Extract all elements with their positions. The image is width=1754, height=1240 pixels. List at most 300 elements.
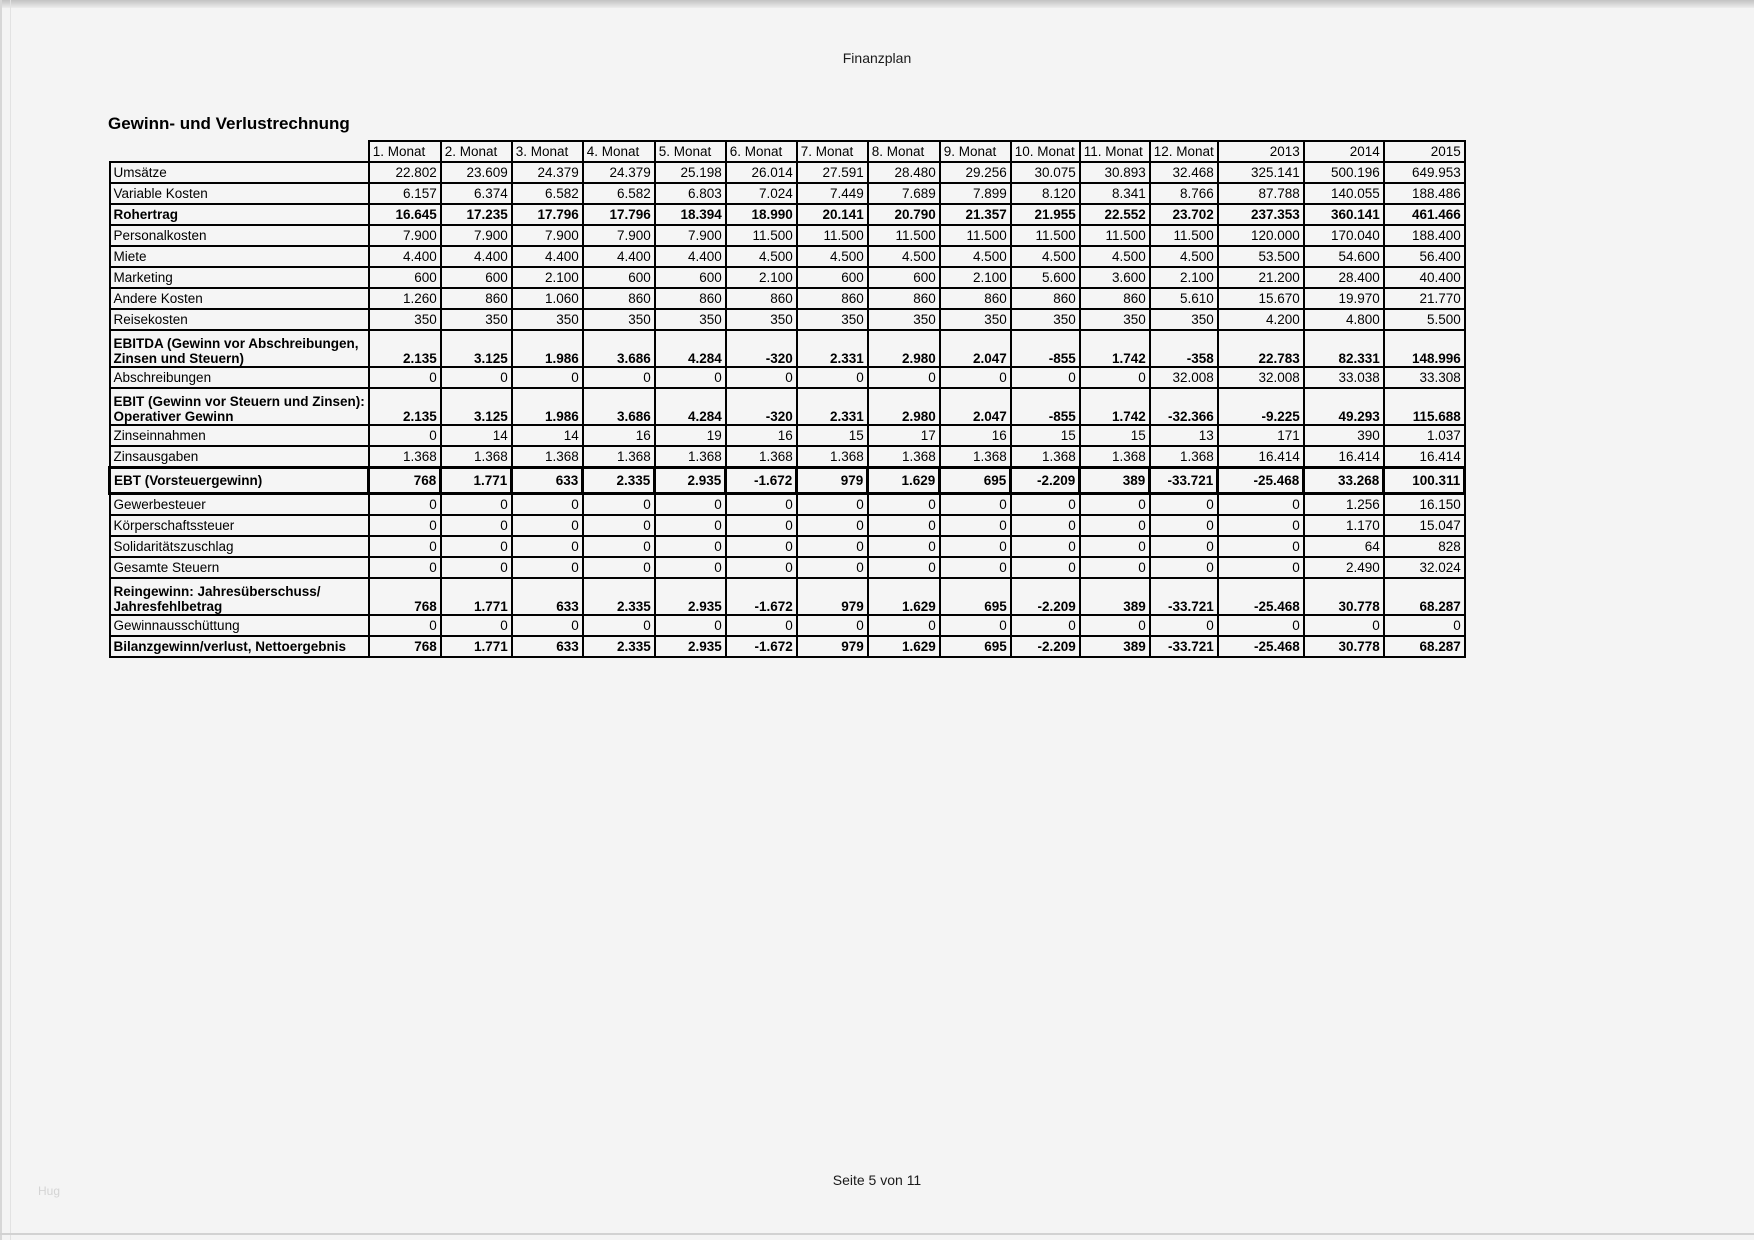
value-cell: 1.368: [369, 446, 441, 468]
value-cell: 2.100: [512, 267, 583, 288]
value-cell: 15: [797, 425, 868, 446]
value-cell: 29.256: [940, 162, 1011, 183]
value-cell: 0: [1011, 557, 1080, 578]
value-cell: 1.629: [868, 636, 940, 657]
row-label: Solidaritätszuschlag: [110, 536, 369, 557]
value-cell: 17: [868, 425, 940, 446]
value-cell: -855: [1011, 388, 1080, 425]
value-cell: 82.331: [1304, 330, 1384, 367]
value-cell: 7.900: [655, 225, 726, 246]
value-cell: 768: [369, 468, 441, 494]
value-cell: 860: [797, 288, 868, 309]
row-label: [110, 330, 369, 367]
value-cell: -855: [1011, 330, 1080, 367]
row-label-line2: Operativer Gewinn: [113, 408, 234, 424]
value-cell: 14: [441, 425, 512, 446]
value-cell: 1.368: [868, 446, 940, 468]
value-cell: 0: [512, 367, 583, 388]
value-cell: 21.770: [1384, 288, 1465, 309]
value-cell: 0: [797, 536, 868, 557]
column-header: 8. Monat: [868, 141, 940, 162]
value-cell: 860: [583, 288, 655, 309]
value-cell: 0: [369, 494, 441, 516]
value-cell: 0: [797, 367, 868, 388]
value-cell: 2.135: [369, 388, 441, 425]
row-label: Personalkosten: [110, 225, 369, 246]
value-cell: 6.582: [512, 183, 583, 204]
value-cell: 350: [726, 309, 797, 330]
corner-spacer: [110, 141, 369, 162]
value-cell: 16: [726, 425, 797, 446]
watermark: Hug: [38, 1184, 61, 1198]
table-row: [110, 615, 1465, 636]
value-cell: 23.609: [441, 162, 512, 183]
value-cell: 350: [1011, 309, 1080, 330]
value-cell: 30.075: [1011, 162, 1080, 183]
column-header: 2013: [1218, 141, 1304, 162]
column-header: 2015: [1384, 141, 1465, 162]
value-cell: 0: [583, 615, 655, 636]
value-cell: 7.900: [369, 225, 441, 246]
value-cell: 0: [940, 515, 1011, 536]
value-cell: 7.024: [726, 183, 797, 204]
value-cell: 0: [1150, 515, 1218, 536]
value-cell: 148.996: [1384, 330, 1465, 367]
value-cell: 0: [441, 615, 512, 636]
value-cell: 0: [726, 536, 797, 557]
value-cell: 860: [441, 288, 512, 309]
value-cell: 7.449: [797, 183, 868, 204]
table-row: [110, 225, 1465, 246]
value-cell: 1.742: [1080, 388, 1150, 425]
value-cell: 8.341: [1080, 183, 1150, 204]
value-cell: 7.900: [512, 225, 583, 246]
value-cell: 0: [1150, 557, 1218, 578]
value-cell: 350: [583, 309, 655, 330]
value-cell: 170.040: [1304, 225, 1384, 246]
value-cell: -2.209: [1011, 636, 1080, 657]
value-cell: -33.721: [1150, 636, 1218, 657]
value-cell: 0: [868, 557, 940, 578]
value-cell: 325.141: [1218, 162, 1304, 183]
value-cell: 21.200: [1218, 267, 1304, 288]
value-cell: 633: [512, 636, 583, 657]
value-cell: 4.500: [726, 246, 797, 267]
scan-edge-left-inner: [10, 0, 11, 1240]
value-cell: 2.100: [726, 267, 797, 288]
value-cell: 0: [1080, 615, 1150, 636]
value-cell: 4.400: [655, 246, 726, 267]
value-cell: 14: [512, 425, 583, 446]
value-cell: 100.311: [1384, 468, 1465, 494]
value-cell: 4.500: [1080, 246, 1150, 267]
value-cell: 11.500: [797, 225, 868, 246]
value-cell: 32.024: [1384, 557, 1465, 578]
value-cell: 2.935: [655, 578, 726, 615]
value-cell: 2.935: [655, 636, 726, 657]
value-cell: 0: [1150, 536, 1218, 557]
value-cell: 7.900: [583, 225, 655, 246]
value-cell: 6.374: [441, 183, 512, 204]
value-cell: 389: [1080, 636, 1150, 657]
value-cell: 0: [655, 515, 726, 536]
value-cell: 4.500: [1150, 246, 1218, 267]
value-cell: 11.500: [1011, 225, 1080, 246]
value-cell: 4.200: [1218, 309, 1304, 330]
value-cell: 768: [369, 578, 441, 615]
table-header-row: [110, 141, 1465, 162]
value-cell: 40.400: [1384, 267, 1465, 288]
value-cell: 0: [655, 367, 726, 388]
row-label: Zinsausgaben: [110, 446, 369, 468]
value-cell: 32.008: [1150, 367, 1218, 388]
value-cell: -320: [726, 388, 797, 425]
value-cell: 140.055: [1304, 183, 1384, 204]
column-header: 1. Monat: [369, 141, 441, 162]
value-cell: 0: [726, 494, 797, 516]
row-label: Gewerbesteuer: [110, 494, 369, 516]
row-label: Körperschaftssteuer: [110, 515, 369, 536]
value-cell: 1.986: [512, 388, 583, 425]
value-cell: 0: [1011, 515, 1080, 536]
value-cell: 828: [1384, 536, 1465, 557]
value-cell: 15: [1011, 425, 1080, 446]
row-label-line2: Zinsen und Steuern): [113, 350, 245, 366]
table-row: [110, 288, 1465, 309]
table-row: [110, 536, 1465, 557]
value-cell: 19.970: [1304, 288, 1384, 309]
value-cell: 0: [1218, 494, 1304, 516]
row-label: Abschreibungen: [110, 367, 369, 388]
value-cell: 600: [369, 267, 441, 288]
value-cell: 0: [583, 515, 655, 536]
table-row: [110, 468, 1465, 494]
value-cell: 350: [655, 309, 726, 330]
value-cell: 0: [655, 494, 726, 516]
value-cell: -32.366: [1150, 388, 1218, 425]
value-cell: 16.150: [1384, 494, 1465, 516]
value-cell: 8.120: [1011, 183, 1080, 204]
value-cell: 4.284: [655, 388, 726, 425]
value-cell: 0: [940, 367, 1011, 388]
value-cell: 171: [1218, 425, 1304, 446]
row-label: Andere Kosten: [110, 288, 369, 309]
row-label: Zinseinnahmen: [110, 425, 369, 446]
value-cell: 2.335: [583, 578, 655, 615]
value-cell: -2.209: [1011, 468, 1080, 494]
value-cell: 13: [1150, 425, 1218, 446]
value-cell: 188.486: [1384, 183, 1465, 204]
value-cell: 4.400: [441, 246, 512, 267]
value-cell: 1.368: [1080, 446, 1150, 468]
value-cell: 0: [868, 494, 940, 516]
value-cell: 350: [441, 309, 512, 330]
value-cell: 4.400: [512, 246, 583, 267]
value-cell: 6.157: [369, 183, 441, 204]
value-cell: -33.721: [1150, 578, 1218, 615]
value-cell: 1.368: [726, 446, 797, 468]
value-cell: 16.414: [1218, 446, 1304, 468]
value-cell: 0: [441, 367, 512, 388]
value-cell: 32.008: [1218, 367, 1304, 388]
value-cell: 49.293: [1304, 388, 1384, 425]
value-cell: 2.335: [583, 468, 655, 494]
scan-edge-bottom: [0, 1233, 1754, 1235]
value-cell: 7.900: [441, 225, 512, 246]
value-cell: 0: [1218, 615, 1304, 636]
value-cell: 3.125: [441, 388, 512, 425]
value-cell: 1.629: [868, 578, 940, 615]
value-cell: 389: [1080, 468, 1150, 494]
value-cell: 600: [868, 267, 940, 288]
row-label: Variable Kosten: [110, 183, 369, 204]
value-cell: 120.000: [1218, 225, 1304, 246]
value-cell: 0: [512, 557, 583, 578]
value-cell: -320: [726, 330, 797, 367]
value-cell: 1.368: [655, 446, 726, 468]
value-cell: 0: [1011, 615, 1080, 636]
document-header: Finanzplan: [842, 50, 912, 66]
value-cell: 600: [797, 267, 868, 288]
value-cell: 0: [512, 494, 583, 516]
value-cell: 2.935: [655, 468, 726, 494]
value-cell: 54.600: [1304, 246, 1384, 267]
table-row: [110, 636, 1465, 657]
value-cell: 0: [726, 515, 797, 536]
value-cell: 0: [1150, 494, 1218, 516]
value-cell: 0: [726, 557, 797, 578]
value-cell: 7.689: [868, 183, 940, 204]
value-cell: -33.721: [1150, 468, 1218, 494]
value-cell: 4.500: [868, 246, 940, 267]
value-cell: 0: [1150, 615, 1218, 636]
value-cell: -25.468: [1218, 636, 1304, 657]
value-cell: 0: [868, 536, 940, 557]
value-cell: 1.771: [441, 468, 512, 494]
value-cell: 0: [441, 536, 512, 557]
table-row: [110, 388, 1465, 425]
value-cell: 0: [655, 536, 726, 557]
value-cell: -2.209: [1011, 578, 1080, 615]
value-cell: 600: [655, 267, 726, 288]
value-cell: 0: [726, 367, 797, 388]
value-cell: -1.672: [726, 636, 797, 657]
value-cell: 350: [1150, 309, 1218, 330]
value-cell: 0: [583, 367, 655, 388]
value-cell: 17.796: [583, 204, 655, 225]
value-cell: 115.688: [1384, 388, 1465, 425]
value-cell: -9.225: [1218, 388, 1304, 425]
value-cell: 15: [1080, 425, 1150, 446]
table-row: [110, 557, 1465, 578]
value-cell: 0: [512, 515, 583, 536]
column-header: 10. Monat: [1011, 141, 1080, 162]
value-cell: 0: [1304, 615, 1384, 636]
column-header: 4. Monat: [583, 141, 655, 162]
value-cell: 25.198: [655, 162, 726, 183]
value-cell: 1.256: [1304, 494, 1384, 516]
value-cell: 860: [1080, 288, 1150, 309]
value-cell: 0: [1080, 515, 1150, 536]
value-cell: 56.400: [1384, 246, 1465, 267]
value-cell: 0: [441, 494, 512, 516]
value-cell: 2.331: [797, 330, 868, 367]
value-cell: 2.100: [940, 267, 1011, 288]
value-cell: 16.414: [1304, 446, 1384, 468]
value-cell: 1.368: [512, 446, 583, 468]
value-cell: 2.980: [868, 388, 940, 425]
value-cell: 0: [1218, 536, 1304, 557]
value-cell: 500.196: [1304, 162, 1384, 183]
value-cell: 188.400: [1384, 225, 1465, 246]
value-cell: 6.582: [583, 183, 655, 204]
value-cell: 11.500: [726, 225, 797, 246]
value-cell: 860: [726, 288, 797, 309]
value-cell: 30.778: [1304, 578, 1384, 615]
value-cell: 33.038: [1304, 367, 1384, 388]
value-cell: 0: [583, 557, 655, 578]
value-cell: 30.778: [1304, 636, 1384, 657]
value-cell: 1.368: [1150, 446, 1218, 468]
value-cell: 1.060: [512, 288, 583, 309]
row-label: Marketing: [110, 267, 369, 288]
value-cell: 0: [868, 367, 940, 388]
value-cell: -25.468: [1218, 578, 1304, 615]
row-label: Miete: [110, 246, 369, 267]
value-cell: 350: [868, 309, 940, 330]
value-cell: 350: [1080, 309, 1150, 330]
value-cell: 23.702: [1150, 204, 1218, 225]
value-cell: 7.899: [940, 183, 1011, 204]
row-label: Umsätze: [110, 162, 369, 183]
page-title: Gewinn- und Verlustrechnung: [108, 114, 350, 133]
value-cell: 11.500: [1150, 225, 1218, 246]
table-row: [110, 267, 1465, 288]
column-header: 6. Monat: [726, 141, 797, 162]
value-cell: 4.500: [797, 246, 868, 267]
value-cell: 633: [512, 468, 583, 494]
value-cell: 2.135: [369, 330, 441, 367]
value-cell: 0: [1011, 367, 1080, 388]
value-cell: 237.353: [1218, 204, 1304, 225]
table-row: [110, 425, 1465, 446]
value-cell: 350: [797, 309, 868, 330]
value-cell: 22.783: [1218, 330, 1304, 367]
column-header: 7. Monat: [797, 141, 868, 162]
value-cell: 695: [940, 636, 1011, 657]
value-cell: 768: [369, 636, 441, 657]
value-cell: 350: [940, 309, 1011, 330]
value-cell: 4.500: [940, 246, 1011, 267]
row-label-line2: Jahresfehlbetrag: [113, 598, 223, 614]
value-cell: 0: [1080, 557, 1150, 578]
value-cell: 649.953: [1384, 162, 1465, 183]
value-cell: 15.047: [1384, 515, 1465, 536]
value-cell: 33.308: [1384, 367, 1465, 388]
value-cell: 0: [655, 615, 726, 636]
value-cell: 0: [369, 536, 441, 557]
value-cell: 28.480: [868, 162, 940, 183]
table-row: [110, 309, 1465, 330]
column-header: 2. Monat: [441, 141, 512, 162]
value-cell: -358: [1150, 330, 1218, 367]
value-cell: 600: [583, 267, 655, 288]
value-cell: 0: [1011, 536, 1080, 557]
value-cell: 1.368: [441, 446, 512, 468]
value-cell: 20.141: [797, 204, 868, 225]
column-header: 2014: [1304, 141, 1384, 162]
value-cell: 17.235: [441, 204, 512, 225]
row-label: Rohertrag: [110, 204, 369, 225]
value-cell: 15.670: [1218, 288, 1304, 309]
value-cell: 1.260: [369, 288, 441, 309]
table-row: [110, 578, 1465, 615]
value-cell: 64: [1304, 536, 1384, 557]
value-cell: 461.466: [1384, 204, 1465, 225]
value-cell: 24.379: [512, 162, 583, 183]
row-label: [110, 388, 369, 425]
value-cell: 1.771: [441, 636, 512, 657]
value-cell: 0: [441, 515, 512, 536]
value-cell: 11.500: [1080, 225, 1150, 246]
value-cell: 2.980: [868, 330, 940, 367]
value-cell: 0: [1011, 494, 1080, 516]
value-cell: 0: [868, 615, 940, 636]
value-cell: 4.400: [583, 246, 655, 267]
value-cell: 695: [940, 468, 1011, 494]
value-cell: 860: [1011, 288, 1080, 309]
value-cell: 2.100: [1150, 267, 1218, 288]
value-cell: 350: [369, 309, 441, 330]
value-cell: 390: [1304, 425, 1384, 446]
value-cell: 6.803: [655, 183, 726, 204]
table-row: [110, 515, 1465, 536]
page-number: Seite 5 von 11: [832, 1172, 922, 1188]
row-label-line1: Reingewinn: Jahresüberschuss/: [113, 583, 321, 599]
value-cell: 11.500: [940, 225, 1011, 246]
value-cell: 1.170: [1304, 515, 1384, 536]
value-cell: 19: [655, 425, 726, 446]
value-cell: 33.268: [1304, 468, 1384, 494]
value-cell: 0: [441, 557, 512, 578]
value-cell: 2.335: [583, 636, 655, 657]
row-label-line1: EBIT (Gewinn vor Steuern und Zinsen):: [113, 393, 365, 409]
value-cell: 0: [1080, 536, 1150, 557]
row-label: Reisekosten: [110, 309, 369, 330]
row-label: Gewinnausschüttung: [110, 615, 369, 636]
column-header: 5. Monat: [655, 141, 726, 162]
value-cell: 0: [369, 425, 441, 446]
value-cell: 68.287: [1384, 636, 1465, 657]
value-cell: 979: [797, 578, 868, 615]
value-cell: 860: [655, 288, 726, 309]
value-cell: 3.686: [583, 388, 655, 425]
value-cell: 5.610: [1150, 288, 1218, 309]
value-cell: 979: [797, 636, 868, 657]
value-cell: 360.141: [1304, 204, 1384, 225]
value-cell: 1.368: [583, 446, 655, 468]
value-cell: 26.014: [726, 162, 797, 183]
value-cell: 0: [868, 515, 940, 536]
value-cell: 11.500: [868, 225, 940, 246]
value-cell: 1.629: [868, 468, 940, 494]
value-cell: 633: [512, 578, 583, 615]
value-cell: 32.468: [1150, 162, 1218, 183]
value-cell: 0: [583, 536, 655, 557]
value-cell: 18.394: [655, 204, 726, 225]
value-cell: 0: [797, 557, 868, 578]
value-cell: 18.990: [726, 204, 797, 225]
